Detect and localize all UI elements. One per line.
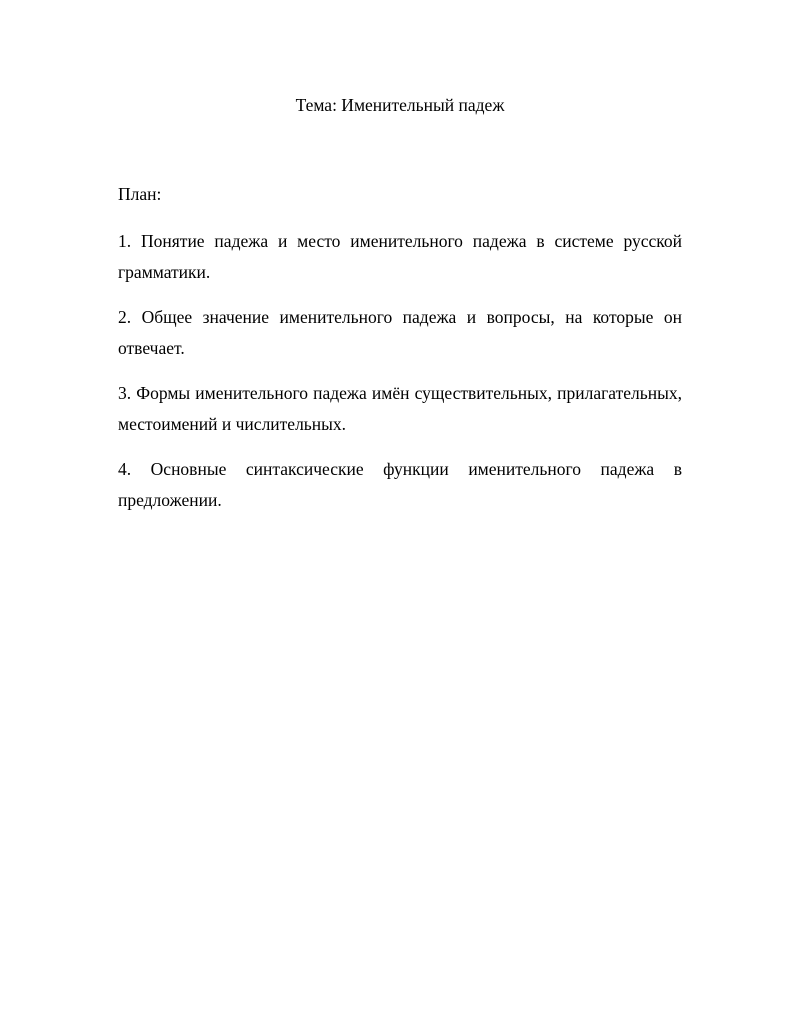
plan-item-1: 1. Понятие падежа и место именительного падежа в системе русской грамматики. (118, 231, 682, 282)
plan-item-4: 4. Основные синтаксические функции именительного падежа в предложении. (118, 459, 682, 510)
plan-heading: План: (118, 184, 162, 204)
plan-item-2: 2. Общее значение именительного падежа и вопросы, на которые он отвечает. (118, 307, 682, 358)
plan-item-3: 3. Формы именительного падежа имён существительных, прилагательных, местоимений и числительных. (118, 383, 682, 434)
document-title: Тема: Именительный падеж (295, 95, 505, 115)
plan-list (118, 226, 682, 530)
